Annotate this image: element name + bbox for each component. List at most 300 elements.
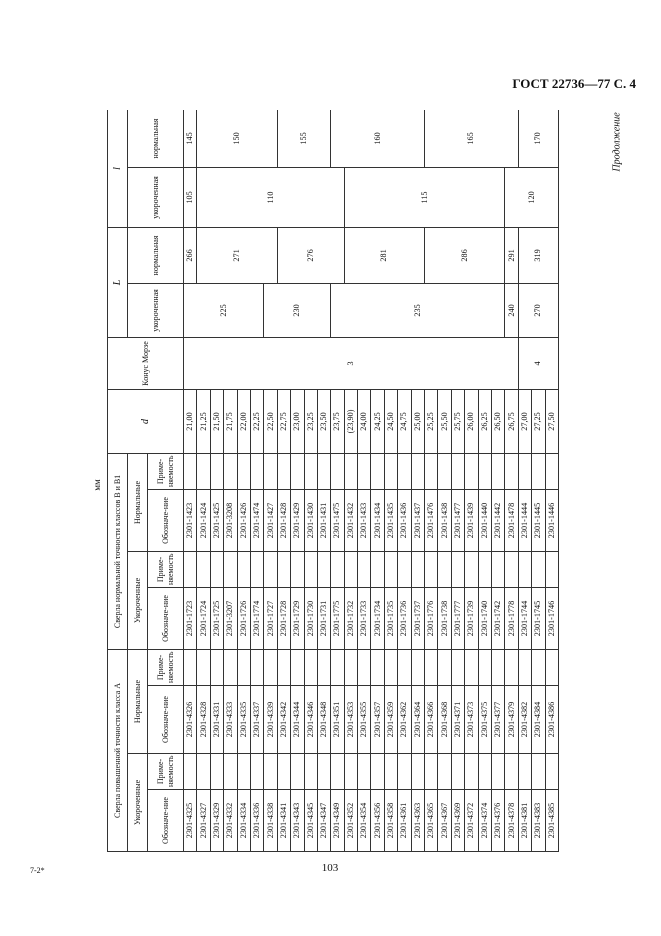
a-normal-usage-cell <box>451 649 464 685</box>
b-normal-usage-cell <box>425 453 438 489</box>
a-short-usage-cell <box>425 754 438 790</box>
b-short-designation-cell: 2301-1778 <box>505 587 518 649</box>
table-row <box>184 110 197 852</box>
b-short-designation-cell: 2301-1736 <box>398 587 411 649</box>
a-normal-usage-header: Приме-няемость <box>148 649 184 685</box>
a-short-header: Укороченные <box>128 754 148 852</box>
a-short-designation-cell: 2301-4336 <box>250 790 263 852</box>
b-normal-designation-cell: 2301-1436 <box>398 489 411 551</box>
a-normal-usage-cell <box>478 649 491 685</box>
b-short-usage-cell <box>358 551 371 587</box>
b-short-usage-cell <box>371 551 384 587</box>
b-normal-usage-cell <box>237 453 250 489</box>
b-normal-usage-cell <box>478 453 491 489</box>
a-short-usage-cell <box>304 754 317 790</box>
a-short-designation-cell: 2301-4341 <box>277 790 290 852</box>
b-short-usage-cell <box>291 551 304 587</box>
a-normal-designation-cell: 2301-4331 <box>210 686 223 754</box>
a-short-usage-header: Приме-няемость <box>148 754 184 790</box>
b-normal-designation-cell: 2301-1434 <box>371 489 384 551</box>
a-short-designation-cell: 2301-4369 <box>451 790 464 852</box>
b-short-designation-cell: 2301-1729 <box>291 587 304 649</box>
b-short-designation-cell: 2301-1734 <box>371 587 384 649</box>
a-short-designation-cell: 2301-4374 <box>478 790 491 852</box>
d-cell: (23,90) <box>344 389 357 453</box>
L-normal-cell: 286 <box>425 227 505 283</box>
b-normal-usage-cell <box>250 453 263 489</box>
a-normal-designation-cell: 2301-4355 <box>358 686 371 754</box>
a-short-designation-cell: 2301-4345 <box>304 790 317 852</box>
a-normal-header: Нормальные <box>128 649 148 753</box>
b-normal-designation-cell: 2301-1474 <box>250 489 263 551</box>
b-normal-designation-cell: 2301-1478 <box>505 489 518 551</box>
a-short-designation-cell: 2301-4325 <box>184 790 197 852</box>
drill-table-body <box>184 110 559 852</box>
b-short-designation-cell: 2301-1740 <box>478 587 491 649</box>
a-normal-usage-cell <box>491 649 504 685</box>
l-normal-cell: 155 <box>277 110 331 167</box>
b-normal-usage-cell <box>344 453 357 489</box>
a-normal-usage-cell <box>505 649 518 685</box>
a-normal-designation-cell: 2301-4366 <box>425 686 438 754</box>
page-number: 103 <box>321 862 339 874</box>
d-cell: 27,50 <box>545 389 558 453</box>
a-normal-usage-cell <box>264 649 277 685</box>
b-short-designation-cell: 2301-1777 <box>451 587 464 649</box>
a-normal-designation-cell: 2301-4359 <box>384 686 397 754</box>
b-short-designation-cell: 2301-1728 <box>277 587 290 649</box>
a-normal-usage-cell <box>465 649 478 685</box>
a-normal-designation-cell: 2301-4326 <box>184 686 197 754</box>
a-short-usage-cell <box>398 754 411 790</box>
b-short-usage-cell <box>344 551 357 587</box>
b-normal-usage-header: Приме-няемость <box>148 453 184 489</box>
a-normal-designation-cell: 2301-4339 <box>264 686 277 754</box>
a-short-usage-cell <box>384 754 397 790</box>
drill-table-container <box>107 110 631 852</box>
a-short-usage-cell <box>505 754 518 790</box>
d-cell: 25,25 <box>425 389 438 453</box>
b-short-designation-cell: 2301-1727 <box>264 587 277 649</box>
d-cell: 24,25 <box>371 389 384 453</box>
a-short-designation-cell: 2301-4365 <box>425 790 438 852</box>
b-normal-designation-cell: 2301-1425 <box>210 489 223 551</box>
b-short-usage-cell <box>250 551 263 587</box>
a-normal-designation-cell: 2301-4333 <box>224 686 237 754</box>
b-short-designation-cell: 2301-3207 <box>224 587 237 649</box>
a-normal-designation-cell: 2301-4362 <box>398 686 411 754</box>
d-cell: 22,00 <box>237 389 250 453</box>
a-short-designation-cell: 2301-4378 <box>505 790 518 852</box>
b-normal-usage-cell <box>371 453 384 489</box>
a-normal-usage-cell <box>250 649 263 685</box>
d-cell: 27,00 <box>518 389 531 453</box>
d-cell: 21,75 <box>224 389 237 453</box>
continuation-text: Продолжение <box>611 112 623 172</box>
b-short-usage-cell <box>451 551 464 587</box>
l-normal-cell: 145 <box>184 110 197 167</box>
d-header: d <box>108 389 184 453</box>
a-short-usage-cell <box>317 754 330 790</box>
b-normal-designation-cell: 2301-1445 <box>532 489 545 551</box>
d-cell: 26,00 <box>465 389 478 453</box>
a-short-designation-cell: 2301-4381 <box>518 790 531 852</box>
a-normal-designation-cell: 2301-4364 <box>411 686 424 754</box>
l-short-cell: 115 <box>344 167 505 227</box>
b-normal-usage-cell <box>224 453 237 489</box>
b-normal-usage-cell <box>451 453 464 489</box>
b-short-usage-cell <box>518 551 531 587</box>
L-short-cell: 225 <box>184 283 264 337</box>
a-short-usage-cell <box>291 754 304 790</box>
l-normal-cell: 160 <box>331 110 425 167</box>
d-cell: 21,00 <box>184 389 197 453</box>
b-normal-designation-cell: 2301-1431 <box>317 489 330 551</box>
table-row <box>197 110 210 852</box>
b-short-usage-cell <box>532 551 545 587</box>
b-normal-designation-cell: 2301-1440 <box>478 489 491 551</box>
a-normal-designation-cell: 2301-4386 <box>545 686 558 754</box>
L-normal-cell: 319 <box>518 227 558 283</box>
L-header: L <box>108 227 128 337</box>
b-short-designation-cell: 2301-1724 <box>197 587 210 649</box>
b-normal-usage-cell <box>331 453 344 489</box>
b-short-usage-cell <box>438 551 451 587</box>
d-cell: 23,75 <box>331 389 344 453</box>
b-short-designation-cell: 2301-1733 <box>358 587 371 649</box>
b-short-designation-cell: 2301-1744 <box>518 587 531 649</box>
b-short-designation-cell: 2301-1746 <box>545 587 558 649</box>
a-normal-usage-cell <box>224 649 237 685</box>
a-short-designation-cell: 2301-4358 <box>384 790 397 852</box>
a-short-designation-cell: 2301-4338 <box>264 790 277 852</box>
d-cell: 24,75 <box>398 389 411 453</box>
d-cell: 24,00 <box>358 389 371 453</box>
a-normal-usage-cell <box>291 649 304 685</box>
b-normal-designation-cell: 2301-1428 <box>277 489 290 551</box>
b-short-usage-cell <box>197 551 210 587</box>
L-normal-cell: 276 <box>277 227 344 283</box>
L-normal-cell: 291 <box>505 227 518 283</box>
b-normal-usage-cell <box>184 453 197 489</box>
l-short-cell: 120 <box>505 167 559 227</box>
a-normal-designation-header: Обозначе-ние <box>148 686 184 754</box>
b-short-designation-cell: 2301-1731 <box>317 587 330 649</box>
a-normal-usage-cell <box>304 649 317 685</box>
a-normal-usage-cell <box>532 649 545 685</box>
b-short-usage-cell <box>184 551 197 587</box>
b-normal-designation-cell: 2301-1442 <box>491 489 504 551</box>
a-short-usage-cell <box>210 754 223 790</box>
drill-table <box>107 110 559 852</box>
a-short-usage-cell <box>250 754 263 790</box>
b-normal-usage-cell <box>518 453 531 489</box>
d-cell: 26,50 <box>491 389 504 453</box>
b-normal-designation-cell: 2301-1477 <box>451 489 464 551</box>
a-short-designation-cell: 2301-4376 <box>491 790 504 852</box>
a-normal-designation-cell: 2301-4353 <box>344 686 357 754</box>
b-normal-usage-cell <box>532 453 545 489</box>
a-short-usage-cell <box>264 754 277 790</box>
a-short-designation-cell: 2301-4372 <box>465 790 478 852</box>
b-short-designation-cell: 2301-1737 <box>411 587 424 649</box>
b-short-usage-cell <box>224 551 237 587</box>
a-normal-designation-cell: 2301-4344 <box>291 686 304 754</box>
b-normal-usage-cell <box>291 453 304 489</box>
a-short-usage-cell <box>237 754 250 790</box>
b-short-usage-cell <box>317 551 330 587</box>
b-normal-designation-cell: 2301-1475 <box>331 489 344 551</box>
document-header: ГОСТ 22736—77 С. 4 <box>512 76 636 91</box>
a-short-designation-cell: 2301-4354 <box>358 790 371 852</box>
b-short-usage-cell <box>264 551 277 587</box>
b-short-usage-cell <box>425 551 438 587</box>
a-normal-usage-cell <box>317 649 330 685</box>
a-normal-designation-cell: 2301-4328 <box>197 686 210 754</box>
b-short-usage-cell <box>384 551 397 587</box>
b-normal-usage-cell <box>438 453 451 489</box>
a-normal-designation-cell: 2301-4375 <box>478 686 491 754</box>
b-short-designation-header: Обозначе-ние <box>148 587 184 649</box>
b-normal-designation-cell: 2301-1432 <box>344 489 357 551</box>
a-normal-designation-cell: 2301-4351 <box>331 686 344 754</box>
d-cell: 26,75 <box>505 389 518 453</box>
a-short-designation-cell: 2301-4332 <box>224 790 237 852</box>
l-normal-header: нормальная <box>128 110 184 167</box>
b-normal-designation-cell: 2301-1446 <box>545 489 558 551</box>
b-short-usage-cell <box>491 551 504 587</box>
a-normal-designation-cell: 2301-4379 <box>505 686 518 754</box>
b-short-header: Укороченные <box>128 551 148 649</box>
b-normal-designation-cell: 2301-1423 <box>184 489 197 551</box>
a-short-designation-cell: 2301-4361 <box>398 790 411 852</box>
a-short-designation-cell: 2301-4363 <box>411 790 424 852</box>
b-short-designation-cell: 2301-1739 <box>465 587 478 649</box>
b-normal-designation-cell: 2301-1438 <box>438 489 451 551</box>
a-normal-usage-cell <box>545 649 558 685</box>
a-normal-usage-cell <box>358 649 371 685</box>
l-normal-cell: 150 <box>197 110 277 167</box>
b-normal-designation-cell: 2301-1427 <box>264 489 277 551</box>
b-normal-designation-header: Обозначе-ние <box>148 489 184 551</box>
a-short-usage-cell <box>518 754 531 790</box>
a-short-usage-cell <box>532 754 545 790</box>
b-short-usage-cell <box>545 551 558 587</box>
a-short-designation-cell: 2301-4327 <box>197 790 210 852</box>
L-normal-cell: 266 <box>184 227 197 283</box>
l-short-cell: 105 <box>184 167 197 227</box>
b-short-usage-cell <box>505 551 518 587</box>
a-short-designation-cell: 2301-4356 <box>371 790 384 852</box>
l-normal-cell: 165 <box>425 110 519 167</box>
b-normal-usage-cell <box>277 453 290 489</box>
group-b-header: Сверла нормальной точности классов В и В1 <box>108 453 128 649</box>
l-short-cell: 110 <box>197 167 344 227</box>
morse-header: Конус Морзе <box>108 337 184 389</box>
a-short-designation-cell: 2301-4329 <box>210 790 223 852</box>
morse-cell: 3 <box>184 337 519 389</box>
table-row <box>344 110 357 852</box>
a-normal-designation-cell: 2301-4382 <box>518 686 531 754</box>
a-short-usage-cell <box>277 754 290 790</box>
b-short-designation-cell: 2301-1775 <box>331 587 344 649</box>
morse-cell: 4 <box>518 337 558 389</box>
d-cell: 21,50 <box>210 389 223 453</box>
a-normal-designation-cell: 2301-4348 <box>317 686 330 754</box>
b-short-designation-cell: 2301-1738 <box>438 587 451 649</box>
L-short-cell: 230 <box>264 283 331 337</box>
a-short-designation-cell: 2301-4367 <box>438 790 451 852</box>
l-short-header: укороченная <box>128 167 184 227</box>
L-short-cell: 235 <box>331 283 505 337</box>
d-cell: 23,25 <box>304 389 317 453</box>
a-normal-designation-cell: 2301-4342 <box>277 686 290 754</box>
b-normal-designation-cell: 2301-1476 <box>425 489 438 551</box>
b-short-designation-cell: 2301-1735 <box>384 587 397 649</box>
a-short-usage-cell <box>224 754 237 790</box>
a-normal-usage-cell <box>411 649 424 685</box>
b-normal-usage-cell <box>398 453 411 489</box>
L-short-cell: 270 <box>518 283 558 337</box>
b-normal-designation-cell: 2301-1437 <box>411 489 424 551</box>
a-normal-usage-cell <box>384 649 397 685</box>
a-short-usage-cell <box>344 754 357 790</box>
group-a-header: Сверла повышенной точности класса А <box>108 649 128 851</box>
a-short-designation-cell: 2301-4349 <box>331 790 344 852</box>
b-short-usage-cell <box>398 551 411 587</box>
b-short-usage-cell <box>465 551 478 587</box>
b-normal-usage-cell <box>384 453 397 489</box>
a-short-designation-cell: 2301-4385 <box>545 790 558 852</box>
d-cell: 24,50 <box>384 389 397 453</box>
b-normal-usage-cell <box>358 453 371 489</box>
b-short-usage-cell <box>277 551 290 587</box>
a-normal-usage-cell <box>398 649 411 685</box>
a-normal-designation-cell: 2301-4337 <box>250 686 263 754</box>
b-normal-usage-cell <box>197 453 210 489</box>
b-short-designation-cell: 2301-1725 <box>210 587 223 649</box>
a-short-designation-cell: 2301-4347 <box>317 790 330 852</box>
b-short-usage-header: Приме-няемость <box>148 551 184 587</box>
d-cell: 25,75 <box>451 389 464 453</box>
b-normal-usage-cell <box>545 453 558 489</box>
a-short-designation-cell: 2301-4352 <box>344 790 357 852</box>
corner-mark: 7-2* <box>30 866 45 875</box>
a-short-designation-header: Обозначе-ние <box>148 790 184 852</box>
a-short-designation-cell: 2301-4343 <box>291 790 304 852</box>
b-short-usage-cell <box>304 551 317 587</box>
L-normal-cell: 271 <box>197 227 277 283</box>
b-short-designation-cell: 2301-1776 <box>425 587 438 649</box>
b-normal-usage-cell <box>465 453 478 489</box>
b-short-usage-cell <box>210 551 223 587</box>
d-cell: 23,50 <box>317 389 330 453</box>
b-short-designation-cell: 2301-1774 <box>250 587 263 649</box>
a-short-usage-cell <box>451 754 464 790</box>
b-normal-designation-cell: 2301-1430 <box>304 489 317 551</box>
a-short-usage-cell <box>411 754 424 790</box>
a-short-usage-cell <box>491 754 504 790</box>
d-cell: 25,00 <box>411 389 424 453</box>
a-normal-usage-cell <box>197 649 210 685</box>
l-header: l <box>108 110 128 227</box>
b-short-usage-cell <box>331 551 344 587</box>
a-short-designation-cell: 2301-4383 <box>532 790 545 852</box>
b-normal-designation-cell: 2301-1424 <box>197 489 210 551</box>
L-normal-header: нормальная <box>128 227 184 283</box>
b-normal-designation-cell: 2301-1444 <box>518 489 531 551</box>
a-normal-usage-cell <box>237 649 250 685</box>
b-short-usage-cell <box>237 551 250 587</box>
b-normal-designation-cell: 2301-1426 <box>237 489 250 551</box>
l-normal-cell: 170 <box>518 110 558 167</box>
a-normal-designation-cell: 2301-4335 <box>237 686 250 754</box>
a-short-designation-cell: 2301-4334 <box>237 790 250 852</box>
b-short-designation-cell: 2301-1723 <box>184 587 197 649</box>
a-short-usage-cell <box>465 754 478 790</box>
a-normal-usage-cell <box>277 649 290 685</box>
d-cell: 21,25 <box>197 389 210 453</box>
a-normal-designation-cell: 2301-4371 <box>451 686 464 754</box>
b-short-designation-cell: 2301-1730 <box>304 587 317 649</box>
b-normal-usage-cell <box>317 453 330 489</box>
a-short-usage-cell <box>184 754 197 790</box>
a-normal-usage-cell <box>331 649 344 685</box>
a-normal-designation-cell: 2301-4357 <box>371 686 384 754</box>
a-normal-designation-cell: 2301-4373 <box>465 686 478 754</box>
b-normal-usage-cell <box>491 453 504 489</box>
table-row <box>505 110 518 852</box>
b-short-usage-cell <box>478 551 491 587</box>
d-cell: 27,25 <box>532 389 545 453</box>
b-short-usage-cell <box>411 551 424 587</box>
b-normal-usage-cell <box>210 453 223 489</box>
a-short-usage-cell <box>438 754 451 790</box>
a-short-usage-cell <box>371 754 384 790</box>
b-short-designation-cell: 2301-1726 <box>237 587 250 649</box>
a-normal-usage-cell <box>425 649 438 685</box>
a-normal-usage-cell <box>518 649 531 685</box>
b-normal-usage-cell <box>505 453 518 489</box>
d-cell: 23,00 <box>291 389 304 453</box>
L-normal-cell: 281 <box>344 227 424 283</box>
a-normal-usage-cell <box>184 649 197 685</box>
a-short-usage-cell <box>197 754 210 790</box>
b-normal-designation-cell: 2301-1433 <box>358 489 371 551</box>
d-cell: 22,50 <box>264 389 277 453</box>
a-normal-designation-cell: 2301-4384 <box>532 686 545 754</box>
b-normal-designation-cell: 2301-3208 <box>224 489 237 551</box>
a-normal-usage-cell <box>344 649 357 685</box>
a-short-usage-cell <box>358 754 371 790</box>
d-cell: 22,25 <box>250 389 263 453</box>
b-short-designation-cell: 2301-1745 <box>532 587 545 649</box>
b-normal-designation-cell: 2301-1439 <box>465 489 478 551</box>
a-short-usage-cell <box>478 754 491 790</box>
a-normal-designation-cell: 2301-4377 <box>491 686 504 754</box>
a-normal-usage-cell <box>371 649 384 685</box>
d-cell: 26,25 <box>478 389 491 453</box>
b-normal-header: Нормальные <box>128 453 148 551</box>
a-short-usage-cell <box>545 754 558 790</box>
b-normal-usage-cell <box>264 453 277 489</box>
b-normal-usage-cell <box>411 453 424 489</box>
a-normal-designation-cell: 2301-4368 <box>438 686 451 754</box>
a-normal-usage-cell <box>438 649 451 685</box>
rotated-table-frame <box>107 110 631 852</box>
a-normal-designation-cell: 2301-4346 <box>304 686 317 754</box>
L-short-header: укороченная <box>128 283 184 337</box>
